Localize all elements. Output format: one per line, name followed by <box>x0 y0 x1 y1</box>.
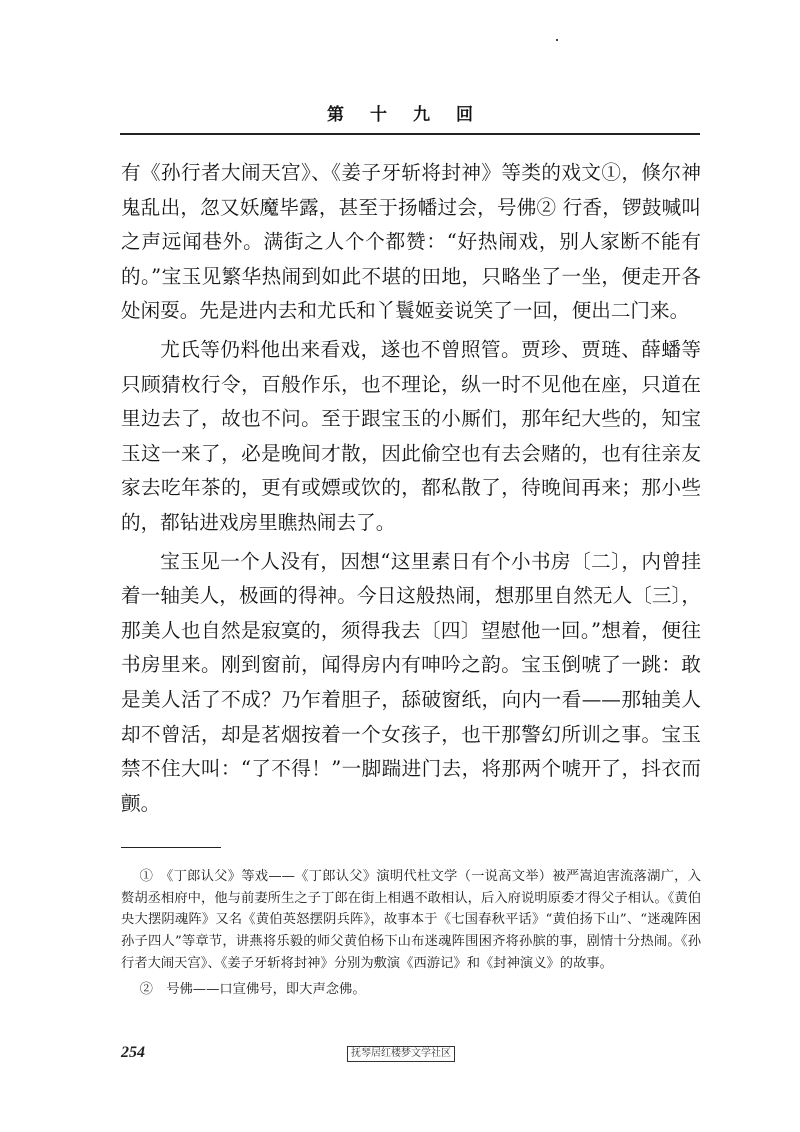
paragraph-2: 尤氏等仍料他出来看戏，遂也不曾照管。贾珍、贾琏、薛蟠等只顾猜枚行令，百般作乐，也不理论，纵一时不见他在座，只道在里边去了，故也不问。至于跟宝玉的小厮们，那年纪大些的，知宝玉这一来了，必是晚间才散，因此偷空也有去会赌的，也有往亲友家去吃年茶的，更有或嫖或饮的，都私散了，待晚间再来；那小些的，都钻进戏房里瞧热闹去了。 <box>121 337 701 534</box>
paragraph-3: 宝玉见一个人没有，因想“这里素日有个小书房〔二〕，内曾挂着一轴美人，极画的得神。今日这般热闹，想那里自然无人〔三〕，那美人也自然是寂寞的，须得我去〔四〕望慰他一回。”想着，便往书房里来。刚到窗前，闻得房内有呻吟之韵。宝玉倒唬了一跳：敢是美人活了不成？乃乍着胆子，舔破窗纸，向内一看——那轴美人却不曾活，却是茗烟按着一个女孩子，也干那警幻所训之事。宝玉禁不住大叫：“了不得！”一脚踹进门去，将那两个唬开了，抖衣而颤。 <box>121 549 701 815</box>
source-stamp: 抚琴居红楼梦文学社区 <box>347 1046 455 1062</box>
footnotes <box>121 866 701 1000</box>
chapter-header: 第十九回 <box>327 105 499 125</box>
paragraph-1: 有《孙行者大闹天宫》、《姜子牙斩将封神》等类的戏文①，倏尔神鬼乱出，忽又妖魔毕露，甚至于扬幡过会，号佛② 行香，锣鼓喊叫之声远闻巷外。满街之人个个都赞：“好热闹戏，别人家断不能有的。”宝玉见繁华热闹到如此不堪的田地，只略坐了一坐，便走开各处闲耍。先是进内去和尤氏和丫鬟姬妾说笑了一回，便出二门来。 <box>121 161 701 323</box>
page-number: 254 <box>121 1044 145 1061</box>
footnote-1: ① 《丁郎认父》等戏——《丁郎认父》演明代杜文学（一说高文举）被严嵩迫害流落湖广，入赘胡丞相府中，他与前妻所生之子丁郎在街上相遇不敢相认，后入府说明原委才得父子相认。《黄伯央大摆阴魂阵》又名《黄伯英怒摆阴兵阵》，故事本于《七国春秋平话》“黄伯扬下山”、“迷魂阵困孙子四人”等章节，讲燕将乐毅的师父黄伯杨下山布迷魂阵围困齐将孙膑的事，剧情十分热闹。《孙行者大闹天宫》、《姜子牙斩将封神》分别为敷演《西游记》和《封神演义》的故事。 <box>121 869 701 971</box>
scan-speck <box>556 39 558 41</box>
header-rule <box>120 133 700 135</box>
footnote-2: ② 号佛——口宣佛号，即大声念佛。 <box>139 981 366 997</box>
footnote-rule <box>121 847 221 848</box>
main-text <box>121 156 701 821</box>
